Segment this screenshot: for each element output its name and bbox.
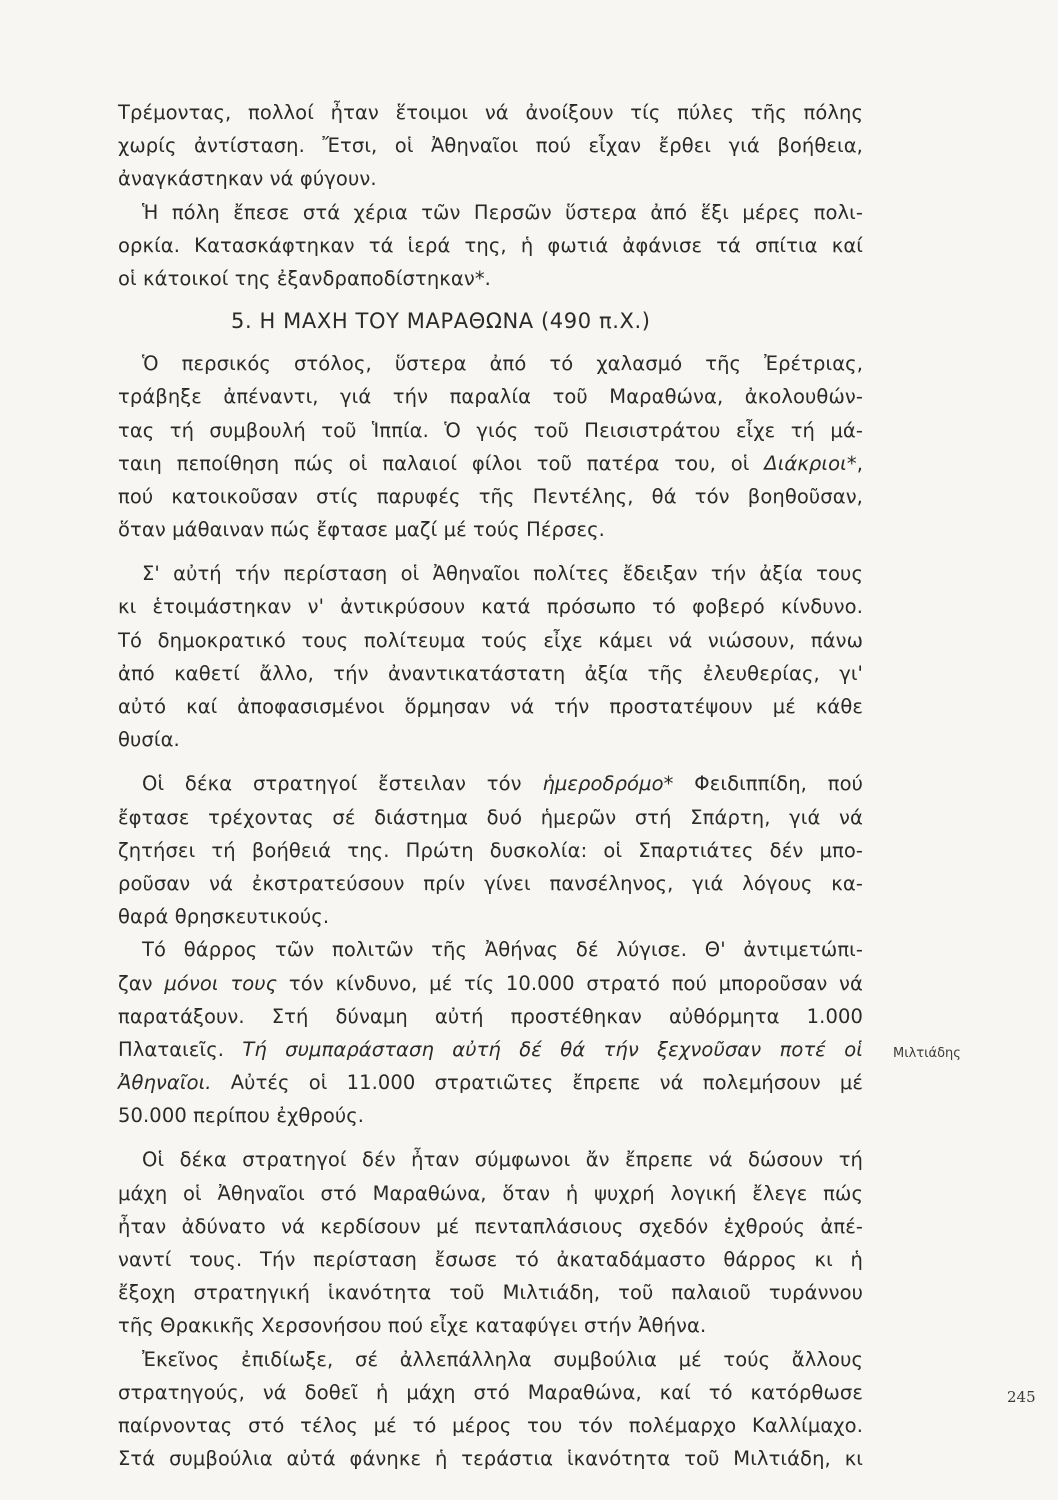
text-line: ὅταν μάθαιναν πώς ἔφτασε μαζί μέ τούς Πέρσες. [118,518,605,542]
text-line: αὐτό καί ἀποφασισμένοι ὅρμησαν νά τήν προστατέψουν μέ κάθε [118,695,863,718]
text-line: ζητήσει τή βοήθειά της. Πρώτη δυσκολία: οἱ Σπαρτιάτες δέν μπο- [118,838,863,862]
text-line: ἀναγκάστηκαν νά φύγουν. [118,167,377,191]
text-line: Στά συμβούλια αὐτά φάνηκε ἡ τεράστια ἱκανότητα τοῦ Μιλτιάδη, κι [118,1447,863,1471]
text-line: 50.000 περίπου ἐχθρούς. [118,1104,365,1128]
paragraph-pheidippides [118,767,863,933]
text-line: ροῦσαν νά ἐκστρατεύσουν πρίν γίνει πανσέληνος, γιά λόγους κα- [118,871,863,895]
text-line: Τό δημοκρατικό τους πολίτευμα τούς εἶχε κάμει νά νιώσουν, πάνω [118,628,863,652]
text-line: ζαν μόνοι τους τόν κίνδυνο, μέ τίς 10.000 στρατό πού μποροῦσαν νά [118,971,864,995]
text-line: ορκία. Κατασκάφτηκαν τά ἱερά της, ἡ φωτιά ἀφάνισε τά σπίτια καί [118,233,863,257]
paragraph-athenian-citizens [118,557,863,756]
text-line: θυσία. [118,728,180,752]
text-line: κι ἑτοιμάστηκαν ν' ἀντικρύσουν κατά πρόσωπο τό φοβερό κίνδυνο. [118,595,863,619]
text-line: μάχη οἱ Ἀθηναῖοι στό Μαραθώνα, ὅταν ἡ ψυχρή λογική ἔλεγε πώς [118,1181,863,1205]
text-line: τας τή συμβουλή τοῦ Ἱππία. Ὁ γιός τοῦ Πεισιστράτου εἶχε τή μά- [118,418,863,442]
text-line: Ἀθηναῖοι. Αὐτές οἱ 11.000 στρατιῶτες ἔπρεπε νά πολεμήσουν μέ [118,1071,863,1095]
text-line: Πλαταιεῖς. Τή συμπαράσταση αὐτή δέ θά τήν ξεχνοῦσαν ποτέ οἱ [118,1037,863,1061]
text-line: ἔξοχη στρατηγική ἱκανότητα τοῦ Μιλτιάδη, τοῦ παλαιοῦ τυράννου [118,1281,863,1305]
text-line: τράβηξε ἀπέναντι, γιά τήν παραλία τοῦ Μαραθώνα, ἀκολουθών- [118,385,863,409]
paragraph-persian-fleet [118,347,863,546]
text-line: Οἱ δέκα στρατηγοί ἔστειλαν τόν ἡμεροδρόμο* Φειδιππίδη, πού [142,772,864,796]
paragraph-fall-of-eretria [118,96,863,196]
text-line: πού κατοικοῦσαν στίς παρυφές τῆς Πεντέλης, θά τόν βοηθοῦσαν, [118,484,863,508]
emphasis-text: Ἀθηναῖοι. [118,1071,212,1095]
text-line: Τρέμοντας, πολλοί ἦταν ἕτοιμοι νά ἀνοίξουν τίς πύλες τῆς πόλης [118,101,863,124]
text-line: ναντί τους. Τήν περίσταση ἔσωσε τό ἀκαταδάμαστο θάρρος κι ἡ [118,1248,863,1271]
paragraph-miltiades [118,1343,863,1476]
text-line: παρατάξουν. Στή δύναμη αὐτή προστέθηκαν αὐθόρμητα 1.000 [118,1004,863,1028]
text-column [118,96,863,1475]
margin-note: Μιλτιάδης [893,1046,961,1061]
text-line: ἔφτασε τρέχοντας σέ διάστημα δυό ἡμερῶν στή Σπάρτη, γιά νά [118,805,863,829]
text-line: Ὁ περσικός στόλος, ὕστερα ἀπό τό χαλασμό τῆς Ἐρέτριας, [142,352,863,376]
text-line: Οἱ δέκα στρατηγοί δέν ἦταν σύμφωνοι ἄν ἔπρεπε νά δώσουν τή [142,1148,863,1172]
text-line: Ἐκεῖνος ἐπιδίωξε, σέ ἀλλεπάλληλα συμβούλια μέ τούς ἄλλους [142,1347,863,1371]
text-line: θαρά θρησκευτικούς. [118,905,330,929]
text-line: χωρίς ἀντίσταση. Ἔτσι, οἱ Ἀθηναῖοι πού εἶχαν ἔρθει γιά βοήθεια, [118,134,863,158]
paragraph-city-fell [118,196,863,296]
section-heading: 5. Η ΜΑΧΗ ΤΟΥ ΜΑΡΑΘΩΝΑ (490 π.Χ.) [231,309,651,334]
text-line: παίρνοντας στό τέλος μέ τό μέρος του τόν πολέμαρχο Καλλίμαχο. [118,1413,863,1437]
text-line: ταιη πεποίθηση πώς οἱ παλαιοί φίλοι τοῦ πατέρα του, οἱ Διάκριοι*, [118,451,863,475]
text-line: ἀπό καθετί ἄλλο, τήν ἀναντικατάστατη ἀξία τῆς ἐλευθερίας, γι' [118,661,863,685]
page-number: 245 [1007,1388,1036,1406]
text-line: στρατηγούς, νά δοθεῖ ἡ μάχη στό Μαραθώνα, καί τό κατόρθωσε [118,1380,863,1404]
text-line: οἱ κάτοικοί της ἐξανδραποδίστηκαν*. [118,266,491,290]
text-line: Ἡ πόλη ἔπεσε στά χέρια τῶν Περσῶν ὕστερα ἀπό ἕξι μέρες πολι- [142,200,863,224]
text-line: Σ' αὐτή τήν περίσταση οἱ Ἀθηναῖοι πολίτες ἔδειξαν τήν ἀξία τους [142,562,863,586]
emphasis-text: μόνοι τους [164,971,278,995]
text-line: τῆς Θρακικῆς Χερσονήσου πού εἶχε καταφύγει στήν Ἀθήνα. [118,1314,707,1338]
glossary-term-hemerodromos: ἡμεροδρόμο [542,772,664,796]
text-line: Τό θάρρος τῶν πολιτῶν τῆς Ἀθήνας δέ λύγισε. Θ' ἀντιμετώπι- [142,938,863,962]
paragraph-generals [118,1143,863,1342]
glossary-term-diakrioi: Διάκριοι [764,451,847,475]
text-line: ἦταν ἀδύνατο νά κερδίσουν μέ πενταπλάσιους σχεδόν ἐχθρούς ἀπέ- [118,1214,863,1238]
emphasis-text: Τή συμπαράσταση αὐτή δέ θά τήν ξεχνοῦσαν ποτέ οἱ [242,1037,863,1061]
paragraph-courage [118,933,863,1132]
